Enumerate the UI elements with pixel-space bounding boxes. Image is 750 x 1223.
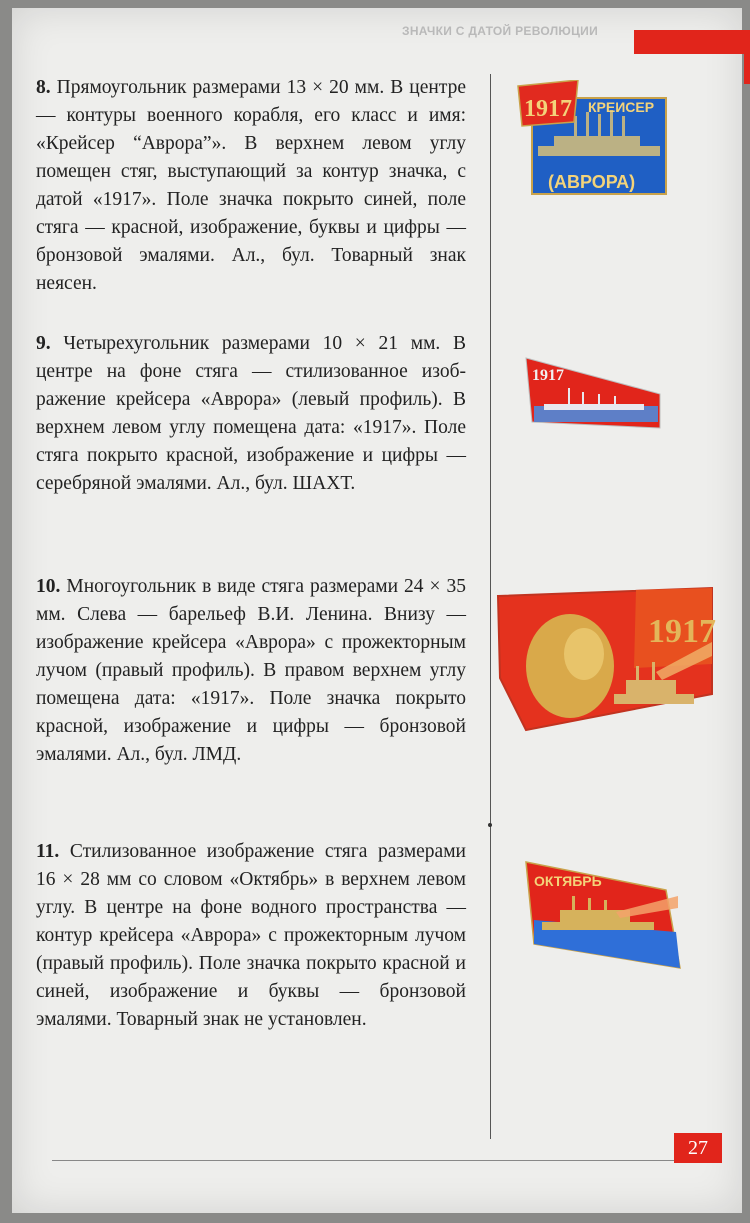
entry-number: 8. bbox=[36, 77, 51, 98]
badge-8-year: 1917 bbox=[524, 96, 572, 122]
header-accent-bar bbox=[634, 30, 750, 54]
entry-number: 9. bbox=[36, 333, 51, 354]
page-number: 27 bbox=[674, 1133, 722, 1163]
badge-10-image bbox=[486, 582, 716, 732]
entry-number: 11. bbox=[36, 841, 60, 862]
badge-10-year: 1917 bbox=[648, 613, 716, 650]
entry-11 bbox=[36, 838, 466, 1034]
entry-8 bbox=[36, 74, 466, 298]
badge-8-line1: КРЕИСЕР bbox=[588, 99, 655, 115]
badge-11-image bbox=[520, 856, 686, 976]
entry-number: 10. bbox=[36, 576, 61, 597]
header-accent-edge bbox=[744, 50, 750, 84]
entry-text: Прямоугольник размерами 13 × 20 мм. В центре — контуры военного корабля, его класс и имя: «Крейсер “Аврора”». В верхнем левом углу помещен стяг, выступающий за контур значка, с датой «1917». Поле значка покрыто синей, поле стяга — красной, изображение, буквы и цифры — бронзовой эмалями. Ал., бул. Товарный знак неясен. bbox=[36, 77, 466, 294]
entry-text: Стилизованное изображение стяга размерами 16 × 28 мм со словом «Октябрь» в верхнем левом углу. В центре на фоне водного пространства — контур крейсера «Аврора» с прожекторным лучом (правый профиль). Поле значка покрыто красной и синей, изображение и буквы — бронзовой эмалями. Товарный знак не установлен. bbox=[36, 841, 466, 1030]
entry-9 bbox=[36, 330, 466, 498]
entry-text: Многоугольник в виде стяга размерами 24 × 35 мм. Слева — барельеф В.И. Ленина. Внизу — изображение крейсера «Аврора» с прожекторным лучом (правый профиль). В правом верхнем углу помещена дата: «1917». Поле значка покрыто красной, изображение и цифры — бронзовой эмалями. Ал., бул. ЛМД. bbox=[36, 576, 466, 765]
entry-text: Четырехугольник размерами 10 × 21 мм. В центре на фоне стяга — стилизованное изображение крейсера «Аврора» (левый профиль). В верхнем левом углу помещена дата: «1917». Поле стяга покрыто красной, изображение и цифры — серебряной эмалями. Ал., бул. ШАХТ. bbox=[36, 333, 466, 494]
entry-10 bbox=[36, 573, 466, 769]
badge-8-image bbox=[514, 80, 674, 200]
running-head: ЗНАЧКИ С ДАТОЙ РЕВОЛЮЦИИ bbox=[402, 24, 599, 38]
badge-9-image bbox=[514, 352, 664, 432]
badge-9-year: 1917 bbox=[532, 367, 564, 384]
book-page bbox=[12, 8, 742, 1213]
badge-8-line2: (АВРОРА) bbox=[548, 172, 636, 192]
print-speck bbox=[488, 823, 492, 827]
footer-rule bbox=[52, 1160, 717, 1161]
badge-11-word: ОКТЯБРЬ bbox=[534, 873, 602, 889]
